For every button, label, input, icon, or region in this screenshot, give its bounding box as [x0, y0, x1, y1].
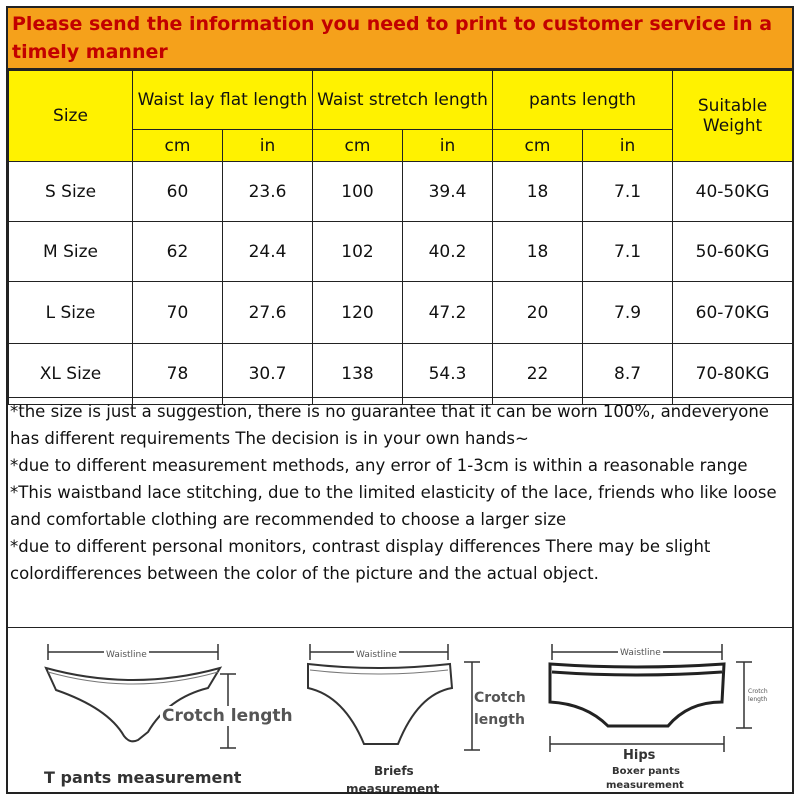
- unit-in: in: [403, 130, 493, 162]
- size-cell: L Size: [9, 282, 133, 344]
- value-cell: 7.1: [583, 222, 673, 282]
- weight-cell: 40-50KG: [673, 162, 793, 222]
- boxer-caption: Boxer pants: [612, 766, 680, 777]
- value-cell: 18: [493, 162, 583, 222]
- size-cell: S Size: [9, 162, 133, 222]
- value-cell: 20: [493, 282, 583, 344]
- pants-length-header: pants length: [493, 71, 673, 130]
- size-table: [8, 70, 793, 405]
- t-pants-crotch-label: Crotch length: [162, 706, 293, 726]
- boxer-crotch-label: Crotch: [748, 688, 768, 695]
- value-cell: 23.6: [223, 162, 313, 222]
- value-cell: 7.9: [583, 282, 673, 344]
- value-cell: 27.6: [223, 282, 313, 344]
- boxer-waistline-label: Waistline: [620, 648, 661, 658]
- value-cell: 22: [493, 344, 583, 405]
- boxer-length-label: length: [748, 696, 768, 703]
- t-pants-waistline-label: Waistline: [106, 650, 147, 660]
- t-pants-caption: T pants measurement: [44, 768, 242, 787]
- briefs-caption-2: measurement: [346, 782, 440, 794]
- waist-stretch-header: Waist stretch length: [313, 71, 493, 130]
- unit-cm: cm: [133, 130, 223, 162]
- notice-banner: [8, 8, 792, 70]
- briefs-waistline-label: Waistline: [356, 650, 397, 660]
- value-cell: 30.7: [223, 344, 313, 405]
- notes-section: [8, 397, 792, 628]
- weight-cell: 70-80KG: [673, 344, 793, 405]
- value-cell: 24.4: [223, 222, 313, 282]
- table-row: [9, 162, 793, 222]
- value-cell: 39.4: [403, 162, 493, 222]
- unit-in: in: [583, 130, 673, 162]
- unit-cm: cm: [313, 130, 403, 162]
- value-cell: 70: [133, 282, 223, 344]
- value-cell: 8.7: [583, 344, 673, 405]
- value-cell: 78: [133, 344, 223, 405]
- value-cell: 120: [313, 282, 403, 344]
- briefs-length-label: length: [474, 712, 525, 728]
- note-size-suggestion: *the size is just a suggestion, there is no guarantee that it can be worn 100%, andeveryone has different requirements The decision is in your own hands~: [10, 402, 775, 448]
- boxer-hips-label: Hips: [623, 748, 656, 763]
- note-color-difference: *due to different personal monitors, contrast display differences There may be slight colordifferences between the color of the picture and the actual object.: [10, 537, 716, 583]
- table-row: [9, 282, 793, 344]
- weight-header: Suitable Weight: [673, 71, 793, 162]
- measurement-diagrams: [8, 628, 792, 794]
- notice-text: Please send the information you need to print to customer service in a timely manner: [12, 13, 773, 63]
- note-measurement-error: *due to different measurement methods, any error of 1-3cm is within a reasonable range: [10, 456, 748, 475]
- boxer-caption-2: measurement: [606, 780, 684, 791]
- value-cell: 18: [493, 222, 583, 282]
- size-cell: XL Size: [9, 344, 133, 405]
- weight-cell: 50-60KG: [673, 222, 793, 282]
- note-lace-waistband: *This waistband lace stitching, due to the limited elasticity of the lace, friends who like loose and comfortable clothing are recommended to choose a larger size: [10, 483, 782, 529]
- header-row: [9, 71, 793, 130]
- value-cell: 62: [133, 222, 223, 282]
- size-cell: M Size: [9, 222, 133, 282]
- value-cell: 40.2: [403, 222, 493, 282]
- value-cell: 100: [313, 162, 403, 222]
- weight-cell: 60-70KG: [673, 282, 793, 344]
- briefs-crotch-label: Crotch: [474, 690, 526, 706]
- value-cell: 47.2: [403, 282, 493, 344]
- unit-in: in: [223, 130, 313, 162]
- value-cell: 54.3: [403, 344, 493, 405]
- size-header: Size: [9, 71, 133, 162]
- size-chart: [6, 6, 794, 794]
- t-pants-diagram: [38, 632, 288, 762]
- value-cell: 7.1: [583, 162, 673, 222]
- waist-flat-header: Waist lay flat length: [133, 71, 313, 130]
- value-cell: 138: [313, 344, 403, 405]
- briefs-caption: Briefs: [374, 764, 414, 778]
- table-row: [9, 344, 793, 405]
- value-cell: 60: [133, 162, 223, 222]
- table-row: [9, 222, 793, 282]
- value-cell: 102: [313, 222, 403, 282]
- unit-cm: cm: [493, 130, 583, 162]
